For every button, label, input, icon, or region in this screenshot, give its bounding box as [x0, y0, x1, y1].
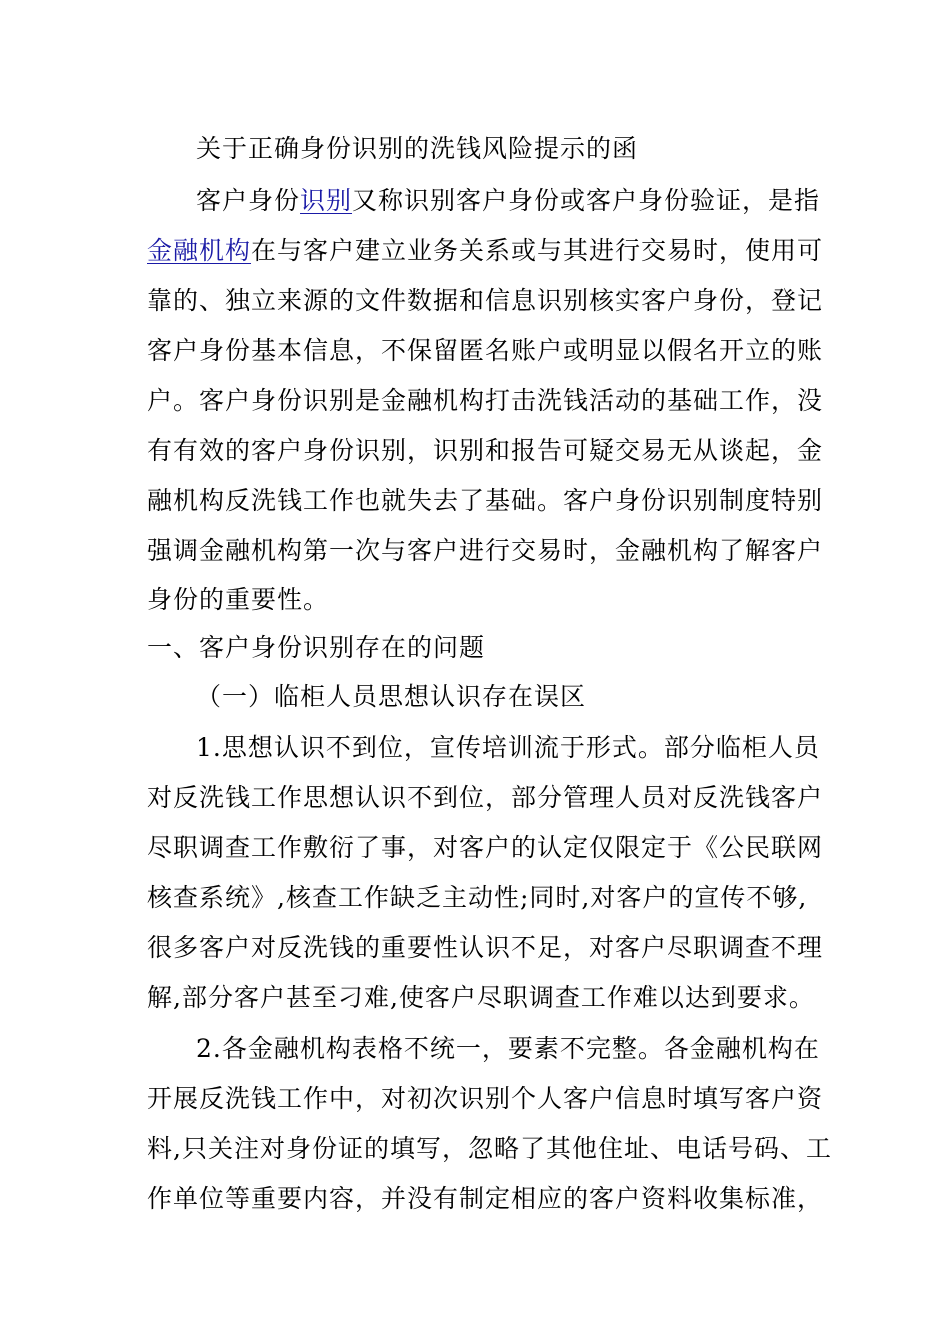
intro-text-1b: 又称识别客户身份或客户身份验证，是指: [352, 186, 821, 215]
item1-line-5: 很多客户对反洗钱的重要性认识不足，对客户尽职调查不理: [147, 933, 824, 962]
document-title: 关于正确身份识别的洗钱风险提示的函: [196, 134, 639, 163]
subsection-heading-1: （一）临柜人员思想认识存在误区: [196, 682, 587, 711]
intro-line-8: 强调金融机构第一次与客户进行交易时，金融机构了解客户: [147, 536, 824, 565]
item1-line-6: 解,部分客户甚至刁难,使客户尽职调查工作难以达到要求。: [147, 983, 815, 1012]
intro-line-1: [196, 181, 820, 221]
item1-line-1: 1.思想认识不到位，宣传培训流于形式。部分临柜人员: [196, 733, 820, 762]
intro-text-2: 在与客户建立业务关系或与其进行交易时，使用可: [251, 236, 824, 265]
item2-line-2: 开展反洗钱工作中，对初次识别个人客户信息时填写客户资: [147, 1084, 824, 1113]
item1-line-3: 尽职调查工作敷衍了事，对客户的认定仅限定于《公民联网: [147, 833, 824, 862]
intro-line-6: 有有效的客户身份识别，识别和报告可疑交易无从谈起，金: [147, 436, 824, 465]
intro-text-1a: 客户身份: [196, 186, 301, 215]
item2-line-3: 料,只关注对身份证的填写，忽略了其他住址、电话号码、工: [147, 1134, 832, 1163]
intro-line-7: 融机构反洗钱工作也就失去了基础。客户身份识别制度特别: [147, 486, 824, 515]
item1-line-2: 对反洗钱工作思想认识不到位，部分管理人员对反洗钱客户: [147, 783, 824, 812]
intro-line-4: 客户身份基本信息，不保留匿名账户或明显以假名开立的账: [147, 336, 824, 365]
item2-line-1: 2.各金融机构表格不统一，要素不完整。各金融机构在: [196, 1034, 820, 1063]
intro-line-2: [147, 231, 823, 271]
section-heading-1: 一、客户身份识别存在的问题: [147, 633, 486, 662]
intro-line-3: 靠的、独立来源的文件数据和信息识别核实客户身份，登记: [147, 286, 824, 315]
link-shibie[interactable]: 识别: [300, 186, 353, 215]
intro-line-9: 身份的重要性。: [147, 585, 330, 614]
item1-line-4: 核查系统》,核查工作缺乏主动性;同时,对客户的宣传不够,: [147, 883, 808, 912]
item2-line-4: 作单位等重要内容，并没有制定相应的客户资料收集标准，: [147, 1184, 824, 1213]
link-jinrong-jigou[interactable]: 金融机构: [147, 236, 252, 265]
intro-line-5: 户。客户身份识别是金融机构打击洗钱活动的基础工作，没: [147, 386, 824, 415]
